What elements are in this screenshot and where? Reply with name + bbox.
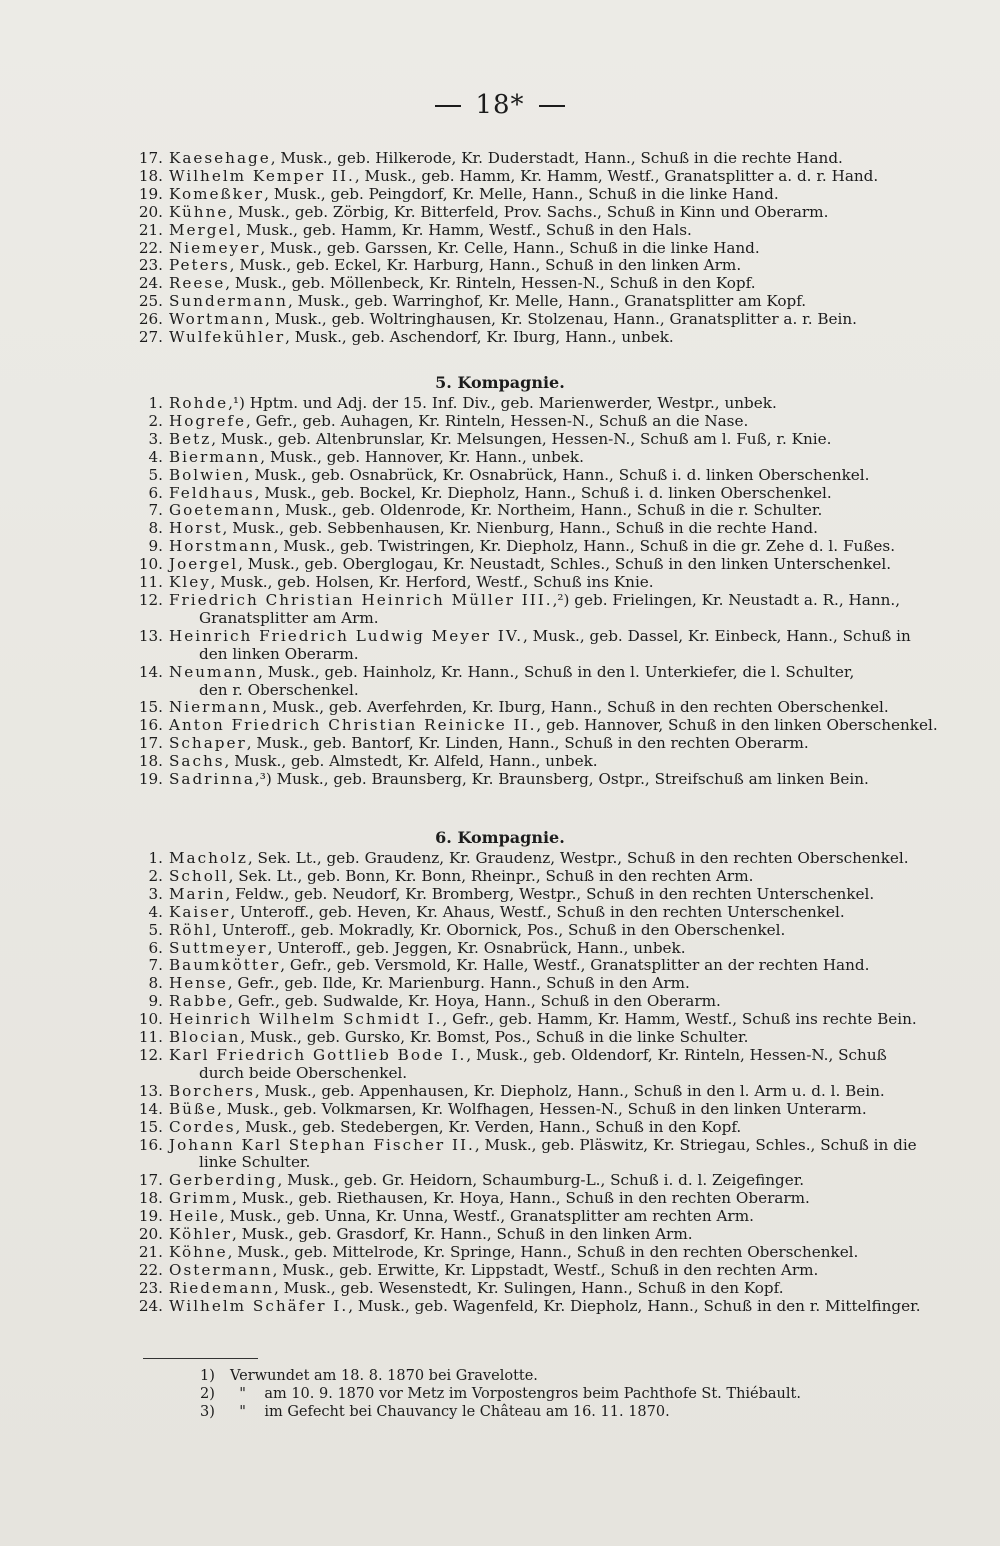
list-item — [118, 1119, 938, 1137]
entry-number: 22. — [138, 238, 163, 257]
entry-name: Niemeyer — [169, 238, 261, 257]
entry-details: , Musk., geb. Twistringen, Kr. Diepholz, Hann., Schuß in die gr. Zehe d. l. Fußes. — [273, 537, 896, 556]
entry-text — [169, 1083, 938, 1101]
entry-details: , Unteroff., geb. Jeggen, Kr. Osnabrück, Hann., unbek. — [267, 938, 686, 957]
entry-name: Friedrich Christian Heinrich Müller III. — [169, 590, 553, 609]
list-item-continuation — [118, 610, 938, 628]
entry-text — [169, 467, 938, 485]
entry-details: , Musk., geb. Riethausen, Kr. Hoya, Hann., Schuß in den rechten Oberarm. — [232, 1189, 810, 1208]
entry-details: , Musk., geb. Wesenstedt, Kr. Sulingen, Hann., Schuß in den Kopf. — [274, 1278, 784, 1297]
list-item — [118, 150, 938, 168]
entry-details: , Musk., geb. Pläswitz, Kr. Striegau, Schles., Schuß in die — [474, 1135, 917, 1154]
entry-text — [169, 485, 938, 503]
entry-details: , Musk., geb. Zörbig, Kr. Bitterfeld, Prov. Sachs., Schuß in Kinn und Oberarm. — [228, 202, 829, 221]
entry-continuation: den linken Oberarm. — [199, 644, 359, 663]
entry-number: 26. — [138, 310, 163, 329]
entry-number: 13. — [138, 1081, 163, 1100]
entry-number: 3. — [148, 884, 163, 903]
company-5-heading: 5. Kompagnie. — [435, 373, 565, 392]
entry-text — [169, 556, 938, 574]
entry-details: , Gefr., geb. Auhagen, Kr. Rinteln, Hessen-N., Schuß an die Nase. — [245, 411, 749, 430]
entry-text — [169, 413, 938, 431]
entry-name: Johann Karl Stephan Fischer II. — [169, 1135, 475, 1154]
list-item — [118, 1029, 938, 1047]
list-item — [118, 413, 938, 431]
header-dash-right — [539, 105, 565, 107]
entry-name: Hense — [169, 974, 228, 993]
list-item — [118, 850, 938, 868]
entry-name: Feldhaus — [169, 483, 255, 502]
entry-name: Ostermann — [169, 1260, 273, 1279]
entry-name: Bolwien — [169, 465, 245, 484]
entry-name: Biermann — [169, 447, 261, 466]
entry-details: , Gefr., geb. Hamm, Kr. Hamm, Westf., Schuß ins rechte Bein. — [442, 1010, 917, 1029]
entry-continuation: den r. Oberschenkel. — [199, 680, 359, 699]
entry-name: Peters — [169, 256, 230, 275]
list-item — [118, 868, 938, 886]
entry-number: 2. — [148, 411, 163, 430]
entry-number: 8. — [148, 519, 163, 538]
entry-name: Wilhelm Schäfer I. — [169, 1296, 349, 1315]
entry-name: Köhne — [169, 1242, 228, 1261]
entry-name: Sadrinna — [169, 770, 255, 789]
entry-number: 23. — [138, 1278, 163, 1297]
list-item — [118, 293, 938, 311]
list-item — [118, 717, 938, 735]
entry-text — [169, 975, 938, 993]
entry-number: 16. — [138, 1135, 163, 1154]
footnote-marker: 3) — [200, 1404, 215, 1420]
entry-details: ,²) geb. Frielingen, Kr. Neustadt a. R., Hann., — [552, 590, 901, 609]
entry-details: , Musk., geb. Gursko, Kr. Bomst, Pos., Schuß in die linke Schulter. — [240, 1028, 749, 1047]
entry-number: 19. — [138, 770, 163, 789]
list-item — [118, 240, 938, 258]
entry-details: , Musk., geb. Oberglogau, Kr. Neustadt, Schles., Schuß in den linken Unterschenkel. — [238, 555, 892, 574]
entry-details: , Musk., geb. Erwitte, Kr. Lippstadt, Westf., Schuß in den rechten Arm. — [272, 1260, 819, 1279]
list-item — [118, 222, 938, 240]
entry-number: 10. — [138, 555, 163, 574]
entry-text — [169, 1101, 938, 1119]
entry-number: 12. — [138, 590, 163, 609]
entry-text — [169, 240, 938, 258]
entry-text — [169, 904, 938, 922]
footnote-marker: 1) — [200, 1368, 215, 1384]
entry-name: Heinrich Friedrich Ludwig Meyer IV. — [169, 626, 524, 645]
list-item — [118, 735, 938, 753]
footnote — [200, 1368, 538, 1384]
entry-text — [169, 735, 938, 753]
entry-name: Borchers — [169, 1081, 255, 1100]
entry-number: 6. — [148, 483, 163, 502]
company-4-list-continued — [118, 150, 938, 347]
entry-number: 27. — [138, 328, 163, 347]
entry-text — [169, 1244, 938, 1262]
list-item — [118, 957, 938, 975]
entry-text — [169, 886, 938, 904]
entry-text — [169, 1298, 938, 1316]
company-6-heading: 6. Kompagnie. — [435, 828, 565, 847]
list-item — [118, 1137, 938, 1155]
entry-details: , Musk., geb. Hamm, Kr. Hamm, Westf., Granatsplitter a. d. r. Hand. — [354, 166, 879, 185]
entry-continuation: Granatsplitter am Arm. — [199, 608, 379, 627]
entry-number: 9. — [148, 992, 163, 1011]
footnote-text: " im Gefecht bei Chauvancy le Château am 16. 11. 1870. — [230, 1404, 670, 1420]
entry-text — [169, 1280, 938, 1298]
entry-name: Karl Friedrich Gottlieb Bode I. — [169, 1045, 467, 1064]
list-item — [118, 574, 938, 592]
list-item — [118, 940, 938, 958]
entry-number: 7. — [148, 501, 163, 520]
list-item — [118, 1172, 938, 1190]
entry-details: , Musk., geb. Osnabrück, Kr. Osnabrück, Hann., Schuß i. d. linken Oberschenkel. — [244, 465, 870, 484]
entry-name: Sundermann — [169, 292, 288, 311]
entry-name: Wortmann — [169, 310, 266, 329]
entry-name: Joergel — [169, 555, 239, 574]
entry-text — [169, 186, 938, 204]
entry-name: Komeßker — [169, 184, 265, 203]
entry-name: Sachs — [169, 752, 225, 771]
entry-number: 15. — [138, 1117, 163, 1136]
entry-name: Horst — [169, 519, 223, 538]
entry-number: 4. — [148, 902, 163, 921]
entry-continuation: linke Schulter. — [199, 1153, 311, 1172]
list-item — [118, 1190, 938, 1208]
entry-name: Schaper — [169, 734, 247, 753]
list-item-continuation — [118, 1154, 938, 1172]
entry-text — [169, 771, 938, 789]
entry-number: 16. — [138, 716, 163, 735]
list-item — [118, 186, 938, 204]
entry-text — [169, 168, 938, 186]
entry-name: Grimm — [169, 1189, 233, 1208]
list-item — [118, 257, 938, 275]
entry-text — [169, 204, 938, 222]
entry-text — [169, 1172, 938, 1190]
entry-details: , Musk., geb. Oldendorf, Kr. Rinteln, Hessen-N., Schuß — [466, 1045, 887, 1064]
entry-name: Köhler — [169, 1225, 232, 1244]
entry-details: , Sek. Lt., geb. Graudenz, Kr. Graudenz, Westpr., Schuß in den rechten Oberschenkel. — [247, 849, 909, 867]
entry-text — [169, 699, 938, 717]
list-item — [118, 1208, 938, 1226]
list-item — [118, 431, 938, 449]
entry-text — [169, 275, 938, 293]
entry-name: Rohde — [169, 394, 229, 412]
entry-name: Goetemann — [169, 501, 276, 520]
entry-name: Blocian — [169, 1028, 241, 1047]
entry-text — [169, 922, 938, 940]
list-item — [118, 664, 938, 682]
entry-details: , Musk., geb. Averfehrden, Kr. Iburg, Hann., Schuß in den rechten Oberschenkel. — [262, 698, 889, 717]
entry-number: 15. — [138, 698, 163, 717]
list-item — [118, 502, 938, 520]
list-item — [118, 168, 938, 186]
list-item — [118, 1298, 938, 1316]
entry-text — [169, 222, 938, 240]
entry-details: , geb. Hannover, Schuß in den linken Oberschenkel. — [536, 716, 938, 735]
list-item — [118, 520, 938, 538]
entry-number: 5. — [148, 465, 163, 484]
list-item — [118, 1244, 938, 1262]
entry-details: , Musk., geb. Oldenrode, Kr. Northeim, Hann., Schuß in die r. Schulter. — [275, 501, 823, 520]
entry-details: , Musk., geb. Hilkerode, Kr. Duderstadt, Hann., Schuß in die rechte Hand. — [270, 149, 843, 167]
entry-text — [169, 628, 938, 646]
list-item — [118, 771, 938, 789]
entry-name: Büße — [169, 1099, 218, 1118]
entry-text — [169, 717, 938, 735]
entry-number: 21. — [138, 220, 163, 239]
entry-name: Scholl — [169, 866, 229, 885]
entry-number: 21. — [138, 1242, 163, 1261]
entry-text — [169, 753, 938, 771]
entry-details: , Musk., geb. Gr. Heidorn, Schaumburg-L., Schuß i. d. l. Zeigefinger. — [277, 1171, 805, 1190]
entry-text — [169, 311, 938, 329]
company-6-list — [118, 850, 938, 1316]
entry-name: Reese — [169, 274, 226, 293]
page-number: 18* — [475, 90, 525, 120]
entry-number: 3. — [148, 429, 163, 448]
entry-name: Niermann — [169, 698, 263, 717]
entry-name: Röhl — [169, 920, 213, 939]
entry-name: Kley — [169, 573, 211, 592]
entry-number: 17. — [138, 1171, 163, 1190]
entry-text — [169, 1262, 938, 1280]
entry-text — [169, 520, 938, 538]
entry-number: 11. — [138, 1028, 163, 1047]
entry-number: 1. — [148, 394, 163, 412]
list-item — [118, 993, 938, 1011]
entry-name: Betz — [169, 429, 212, 448]
list-item — [118, 1047, 938, 1065]
entry-details: , Musk., geb. Mittelrode, Kr. Springe, Hann., Schuß in den rechten Oberschenkel. — [227, 1242, 859, 1261]
list-item-continuation — [118, 1065, 938, 1083]
entry-details: , Musk., geb. Garssen, Kr. Celle, Hann., Schuß in die linke Hand. — [260, 238, 760, 257]
entry-details: , Sek. Lt., geb. Bonn, Kr. Bonn, Rheinpr., Schuß in den rechten Arm. — [228, 866, 754, 885]
entry-details: , Musk., geb. Volkmarsen, Kr. Wolfhagen, Hessen-N., Schuß in den linken Unterarm. — [217, 1099, 867, 1118]
entry-details: , Musk., geb. Bockel, Kr. Diepholz, Hann., Schuß i. d. linken Oberschenkel. — [254, 483, 832, 502]
list-item — [118, 1101, 938, 1119]
entry-details: , Musk., geb. Grasdorf, Kr. Hann., Schuß in den linken Arm. — [231, 1225, 693, 1244]
list-item — [118, 1262, 938, 1280]
entry-details: , Feldw., geb. Neudorf, Kr. Bromberg, Westpr., Schuß in den rechten Unterschenkel. — [225, 884, 875, 903]
entry-details: , Gefr., geb. Sudwalde, Kr. Hoya, Hann., Schuß in den Oberarm. — [228, 992, 721, 1011]
header-dash-left — [435, 105, 461, 107]
entry-text — [169, 957, 938, 975]
entry-details: , Musk., geb. Hamm, Kr. Hamm, Westf., Schuß in den Hals. — [236, 220, 692, 239]
entry-name: Riedemann — [169, 1278, 275, 1297]
footnote-text: " am 10. 9. 1870 vor Metz im Vorpostengros beim Pachthofe St. Thiébault. — [230, 1386, 801, 1402]
entry-text — [169, 1029, 938, 1047]
entry-name: Neumann — [169, 662, 259, 681]
entry-number: 10. — [138, 1010, 163, 1029]
entry-number: 6. — [148, 938, 163, 957]
entry-details: , Musk., geb. Stedebergen, Kr. Verden, Hann., Schuß in den Kopf. — [235, 1117, 742, 1136]
entry-number: 18. — [138, 1189, 163, 1208]
entry-details: , Unteroff., geb. Mokradly, Kr. Obornick, Pos., Schuß in den Oberschenkel. — [212, 920, 786, 939]
entry-details: , Musk., geb. Altenbrunslar, Kr. Melsungen, Hessen-N., Schuß am l. Fuß, r. Knie. — [211, 429, 832, 448]
list-item — [118, 904, 938, 922]
list-item — [118, 1011, 938, 1029]
entry-details: , Musk., geb. Peingdorf, Kr. Melle, Hann., Schuß in die linke Hand. — [264, 184, 779, 203]
entry-number: 18. — [138, 166, 163, 185]
list-item — [118, 395, 938, 413]
page-header — [0, 90, 1000, 120]
entry-name: Kaesehage — [169, 149, 271, 167]
entry-text — [169, 1137, 938, 1155]
list-item — [118, 922, 938, 940]
entry-number: 25. — [138, 292, 163, 311]
entry-number: 4. — [148, 447, 163, 466]
list-item — [118, 311, 938, 329]
entry-text — [169, 293, 938, 311]
entry-name: Wulfekühler — [169, 328, 286, 347]
footnote — [200, 1404, 670, 1420]
entry-details: , Musk., geb. Appenhausen, Kr. Diepholz, Hann., Schuß in den l. Arm u. d. l. Bein. — [254, 1081, 885, 1100]
entry-details: , Musk., geb. Sebbenhausen, Kr. Nienburg, Hann., Schuß in die rechte Hand. — [222, 519, 818, 538]
entry-details: , Musk., geb. Unna, Kr. Unna, Westf., Granatsplitter am rechten Arm. — [219, 1207, 754, 1226]
entry-number: 20. — [138, 202, 163, 221]
entry-number: 8. — [148, 974, 163, 993]
entry-number: 14. — [138, 662, 163, 681]
entry-text — [169, 150, 938, 168]
entry-number: 19. — [138, 1207, 163, 1226]
entry-details: , Musk., geb. Eckel, Kr. Harburg, Hann., Schuß in den linken Arm. — [229, 256, 742, 275]
list-item — [118, 628, 938, 646]
entry-name: Kühne — [169, 202, 229, 221]
entry-text — [169, 1226, 938, 1244]
footnote-text: Verwundet am 18. 8. 1870 bei Gravelotte. — [230, 1368, 538, 1384]
entry-details: , Musk., geb. Woltringhausen, Kr. Stolzenau, Hann., Granatsplitter a. r. Bein. — [265, 310, 857, 329]
entry-details: , Musk., geb. Hainholz, Kr. Hann., Schuß in den l. Unterkiefer, die l. Schulter, — [258, 662, 855, 681]
list-item — [118, 485, 938, 503]
entry-number: 24. — [138, 1296, 163, 1315]
list-item-continuation — [118, 646, 938, 664]
entry-details: ,³) Musk., geb. Braunsberg, Kr. Braunsberg, Ostpr., Streifschuß am linken Bein. — [254, 770, 869, 789]
entry-name: Baumkötter — [169, 956, 281, 975]
entry-text — [169, 940, 938, 958]
entry-name: Kaiser — [169, 902, 231, 921]
entry-text — [169, 538, 938, 556]
entry-name: Macholz — [169, 849, 248, 867]
entry-text — [169, 329, 938, 347]
entry-number: 9. — [148, 537, 163, 556]
entry-number: 13. — [138, 626, 163, 645]
list-item — [118, 975, 938, 993]
entry-text — [169, 1190, 938, 1208]
entry-name: Heile — [169, 1207, 220, 1226]
list-item — [118, 449, 938, 467]
entry-text — [169, 1119, 938, 1137]
entry-number: 18. — [138, 752, 163, 771]
entry-text — [169, 1011, 938, 1029]
footnote-marker: 2) — [200, 1386, 215, 1402]
entry-number: 20. — [138, 1225, 163, 1244]
entry-details: , Musk., geb. Almstedt, Kr. Alfeld, Hann., unbek. — [224, 752, 598, 771]
list-item — [118, 592, 938, 610]
entry-text — [169, 502, 938, 520]
entry-name: Hogrefe — [169, 411, 246, 430]
entry-details: , Musk., geb. Holsen, Kr. Herford, Westf., Schuß ins Knie. — [210, 573, 654, 592]
entry-details: , Musk., geb. Hannover, Kr. Hann., unbek. — [260, 447, 584, 466]
entry-text — [169, 431, 938, 449]
entry-number: 1. — [148, 849, 163, 867]
list-item — [118, 275, 938, 293]
entry-number: 17. — [138, 734, 163, 753]
entry-details: , Musk., geb. Bantorf, Kr. Linden, Hann., Schuß in den rechten Oberarm. — [246, 734, 809, 753]
entry-number: 24. — [138, 274, 163, 293]
list-item — [118, 204, 938, 222]
company-5-list — [118, 395, 938, 789]
list-item — [118, 556, 938, 574]
entry-details: , Unteroff., geb. Heven, Kr. Ahaus, Westf., Schuß in den rechten Unterschenkel. — [230, 902, 845, 921]
entry-name: Anton Friedrich Christian Reinicke II. — [169, 716, 537, 735]
entry-number: 14. — [138, 1099, 163, 1118]
entry-text — [169, 395, 938, 413]
entry-text — [169, 664, 938, 682]
entry-number: 11. — [138, 573, 163, 592]
entry-text — [169, 449, 938, 467]
entry-details: ,¹) Hptm. und Adj. der 15. Inf. Div., geb. Marienwerder, Westpr., unbek. — [228, 394, 777, 412]
entry-text — [169, 592, 938, 610]
entry-continuation: durch beide Oberschenkel. — [199, 1063, 408, 1082]
entry-name: Mergel — [169, 220, 237, 239]
list-item — [118, 753, 938, 771]
entry-number: 7. — [148, 956, 163, 975]
entry-details: , Musk., geb. Möllenbeck, Kr. Rinteln, Hessen-N., Schuß in den Kopf. — [225, 274, 756, 293]
list-item — [118, 1083, 938, 1101]
entry-details: , Musk., geb. Dassel, Kr. Einbeck, Hann., Schuß in — [523, 626, 911, 645]
entry-name: Horstmann — [169, 537, 274, 556]
entry-number: 17. — [138, 149, 163, 167]
entry-text — [169, 1047, 938, 1065]
list-item — [118, 467, 938, 485]
footnote — [200, 1386, 801, 1402]
list-item — [118, 886, 938, 904]
entry-number: 19. — [138, 184, 163, 203]
entry-number: 5. — [148, 920, 163, 939]
entry-name: Rabbe — [169, 992, 229, 1011]
entry-text — [169, 1208, 938, 1226]
list-item — [118, 699, 938, 717]
entry-name: Suttmeyer — [169, 938, 268, 957]
entry-number: 23. — [138, 256, 163, 275]
entry-text — [169, 850, 938, 868]
entry-details: , Musk., geb. Aschendorf, Kr. Iburg, Hann., unbek. — [285, 328, 674, 347]
list-item — [118, 329, 938, 347]
entry-number: 12. — [138, 1045, 163, 1064]
entry-text — [169, 993, 938, 1011]
entry-details: , Gefr., geb. Versmold, Kr. Halle, Westf., Granatsplitter an der rechten Hand. — [280, 956, 870, 975]
entry-number: 2. — [148, 866, 163, 885]
list-item — [118, 1226, 938, 1244]
entry-number: 22. — [138, 1260, 163, 1279]
entry-text — [169, 868, 938, 886]
list-item-continuation — [118, 682, 938, 700]
entry-text — [169, 574, 938, 592]
list-item — [118, 538, 938, 556]
entry-details: , Musk., geb. Warringhof, Kr. Melle, Hann., Granatsplitter am Kopf. — [287, 292, 807, 311]
entry-details: , Musk., geb. Wagenfeld, Kr. Diepholz, Hann., Schuß in den r. Mittelfinger. — [348, 1296, 921, 1315]
entry-name: Wilhelm Kemper II. — [169, 166, 355, 185]
entry-name: Cordes — [169, 1117, 236, 1136]
entry-name: Gerberding — [169, 1171, 278, 1190]
list-item — [118, 1280, 938, 1298]
footnote-rule — [143, 1358, 258, 1359]
entry-name: Heinrich Wilhelm Schmidt I. — [169, 1010, 443, 1029]
entry-text — [169, 257, 938, 275]
entry-name: Marin — [169, 884, 226, 903]
entry-details: , Gefr., geb. Ilde, Kr. Marienburg. Hann., Schuß in den Arm. — [227, 974, 690, 993]
